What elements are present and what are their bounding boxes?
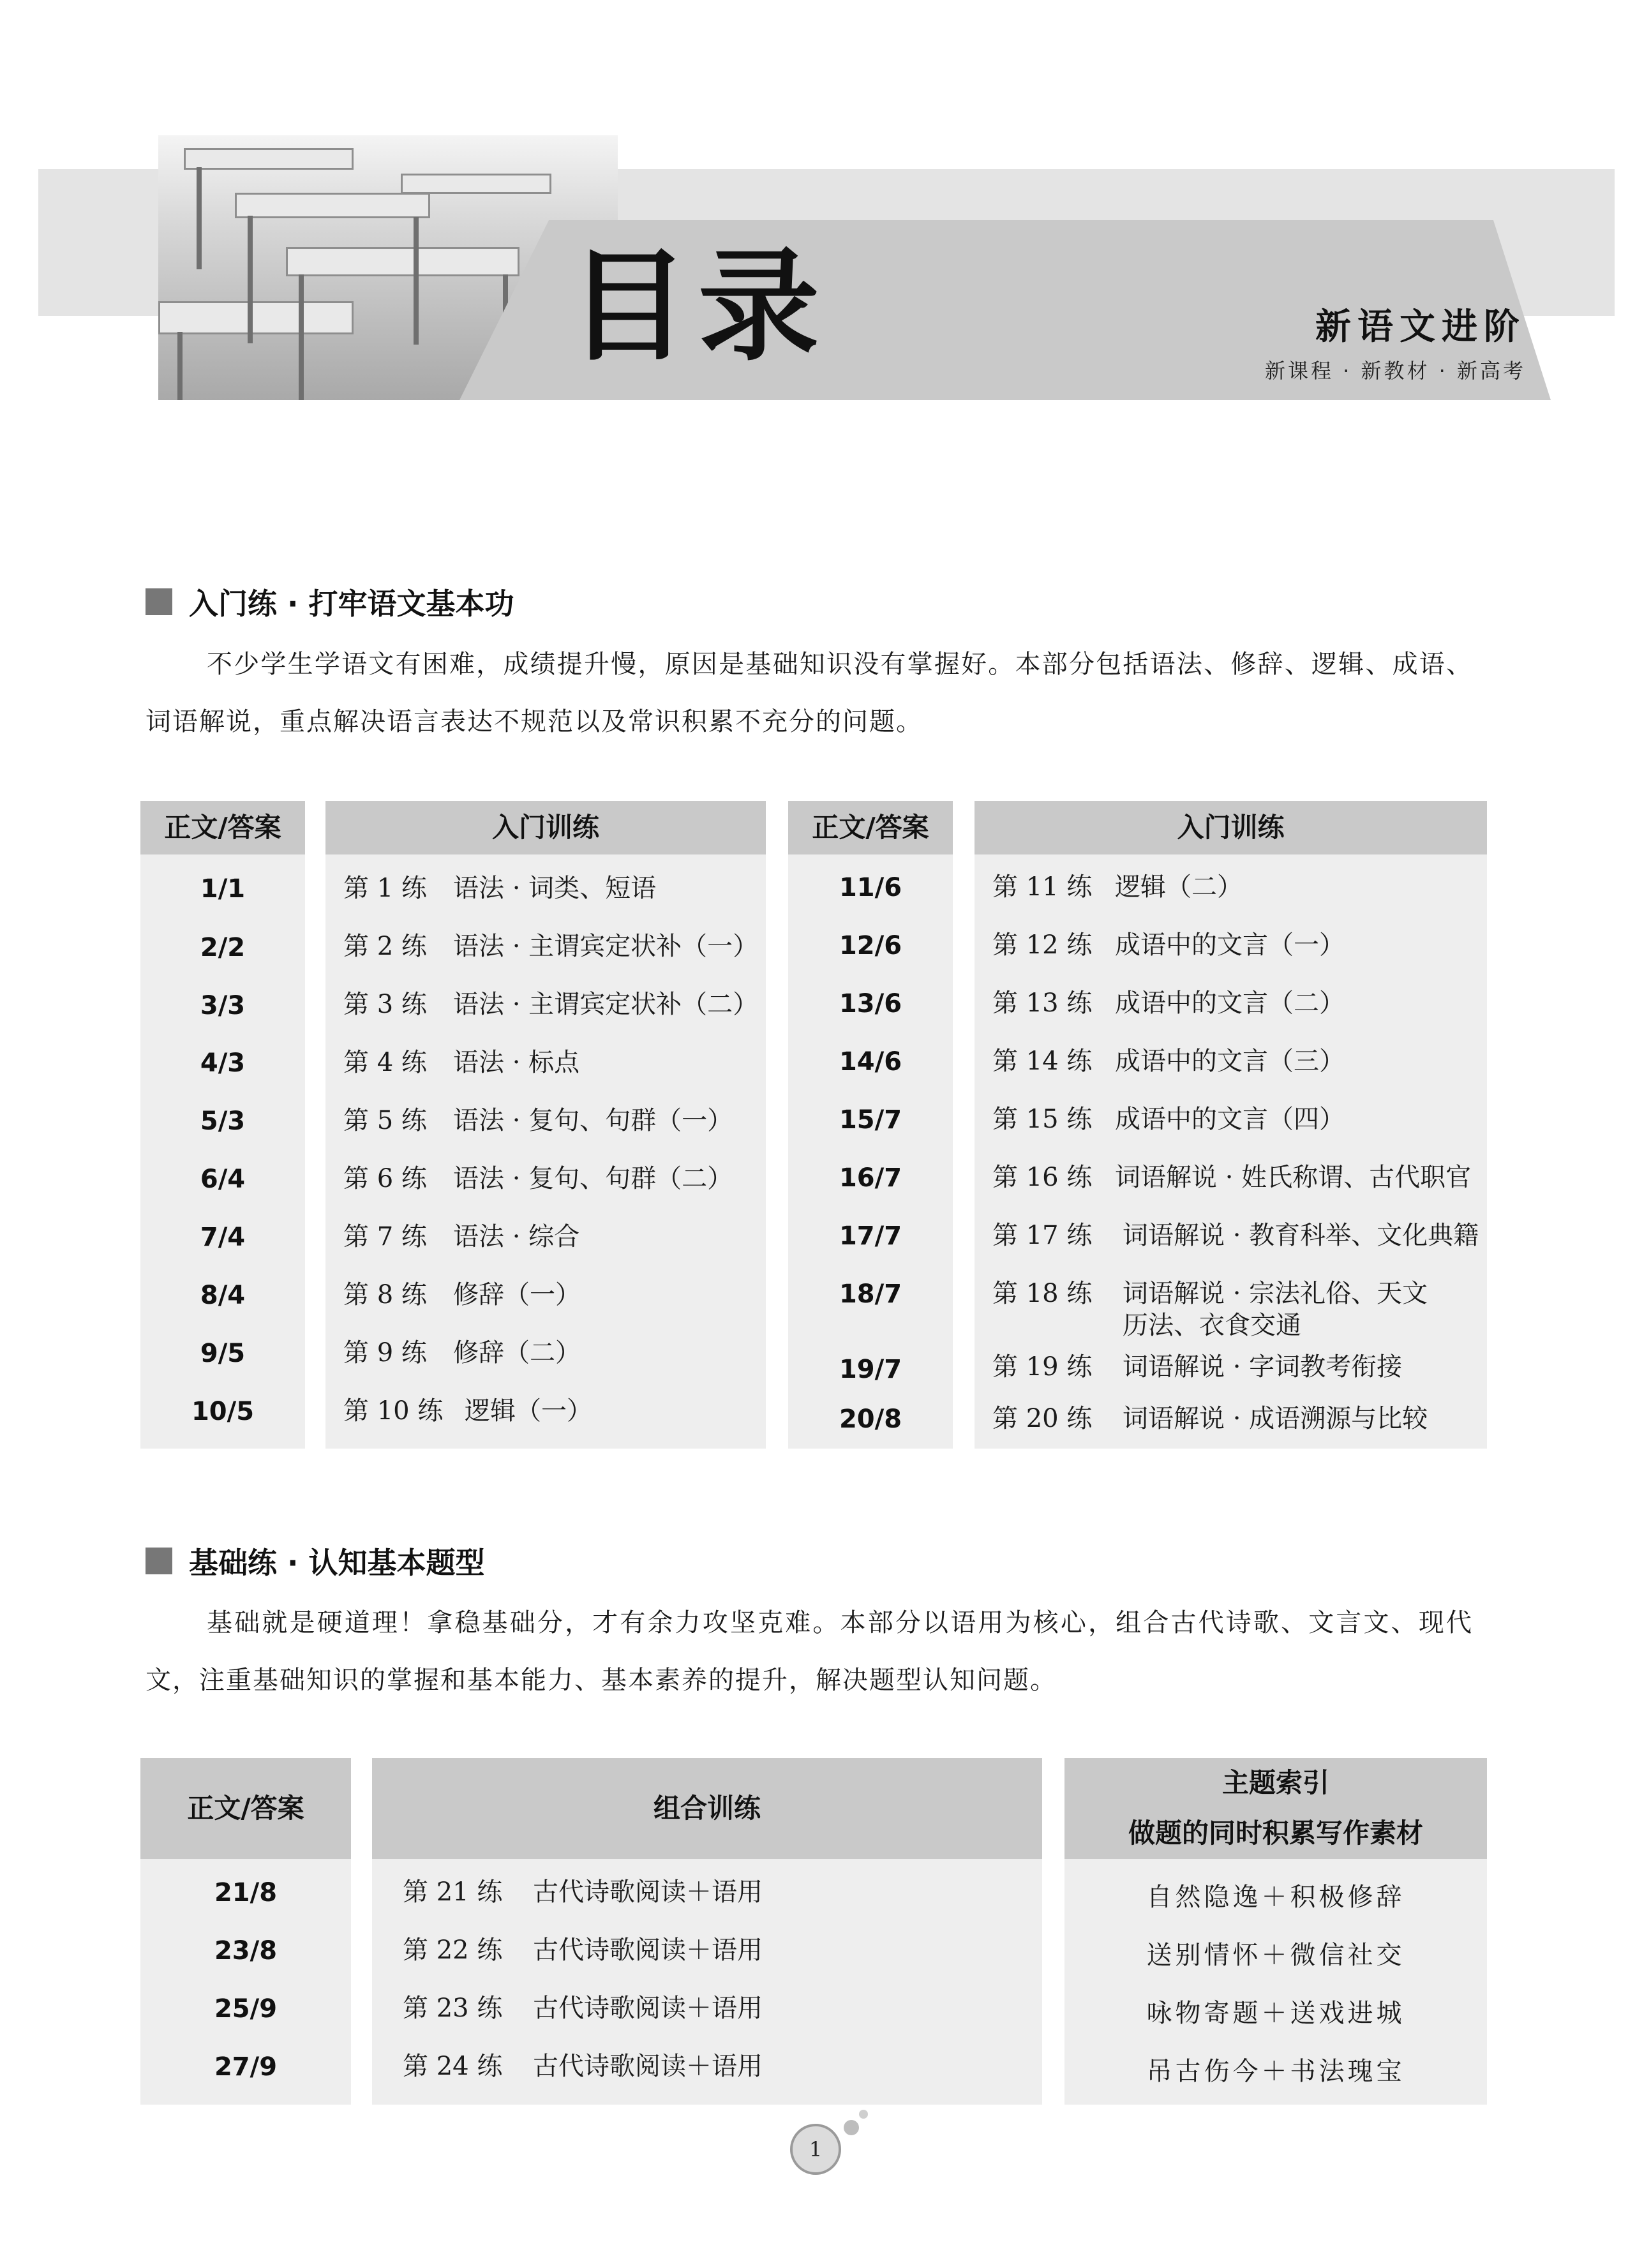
brand-subtitle: 新课程 · 新教材 · 新高考	[1264, 359, 1526, 383]
decorative-dot	[859, 2110, 868, 2119]
page-ref: 12/6	[839, 931, 902, 960]
page-ref: 19/7	[839, 1355, 902, 1384]
toc-table-2-themes	[1064, 1758, 1487, 2105]
column-header-title: 入门训练	[975, 801, 1487, 854]
toc-entry[interactable]: 第 14 练 成语中的文言（三）	[992, 1047, 1345, 1076]
toc-table-1-left-titles	[325, 801, 766, 1449]
column-header-title: 入门训练	[325, 801, 766, 854]
column-header-page: 正文/答案	[140, 1758, 351, 1859]
section-description-2: 基础就是硬道理！拿稳基础分，才有余力攻坚克难。本部分以语用为核心，组合古代诗歌、文言文、现代文，注重基础知识的掌握和基本能力、基本素养的提升，解决题型认知问题。	[146, 1608, 1473, 1695]
page-ref: 10/5	[191, 1397, 255, 1426]
toc-entry[interactable]: 第 21 练 古代诗歌阅读＋语用	[403, 1877, 763, 1907]
brand-name: 新语文进阶	[1315, 306, 1526, 348]
toc-entry[interactable]: 第 17 练 词语解说 · 教育科举、文化典籍	[992, 1221, 1479, 1250]
decorative-dot	[844, 2120, 859, 2135]
page-ref: 7/4	[200, 1223, 246, 1252]
toc-entry[interactable]: 第 24 练 古代诗歌阅读＋语用	[403, 2052, 763, 2081]
page-ref: 2/2	[200, 933, 246, 962]
page-title: 目录	[568, 235, 829, 377]
page-ref: 6/4	[200, 1165, 246, 1194]
toc-entry[interactable]: 第 20 练 词语解说 · 成语溯源与比较	[992, 1404, 1428, 1433]
page-ref: 5/3	[200, 1107, 246, 1136]
section-heading-1: 入门练 · 打牢语文基本功	[146, 581, 514, 623]
column-header-page: 正文/答案	[788, 801, 953, 854]
page-ref: 9/5	[200, 1339, 246, 1368]
theme-entry: 吊古伤今＋书法瑰宝	[1146, 2057, 1405, 2086]
toc-entry[interactable]: 第 3 练 语法 · 主谓宾定状补（二）	[343, 990, 759, 1019]
page-ref: 21/8	[214, 1878, 278, 1907]
toc-entry[interactable]: 第 6 练 语法 · 复句、句群（二）	[343, 1164, 733, 1193]
page-ref: 20/8	[839, 1405, 902, 1434]
toc-entry[interactable]: 第 2 练 语法 · 主谓宾定状补（一）	[343, 932, 759, 961]
toc-table-1-right-pages	[788, 801, 953, 1449]
toc-entry[interactable]: 第 4 练 语法 · 标点	[343, 1048, 580, 1077]
page-ref: 13/6	[839, 989, 902, 1018]
page-ref: 3/3	[200, 991, 246, 1020]
page-ref: 15/7	[839, 1105, 902, 1135]
toc-entry[interactable]: 第 23 练 古代诗歌阅读＋语用	[403, 1994, 763, 2023]
column-header-theme: 主题索引 做题的同时积累写作素材	[1064, 1758, 1487, 1859]
toc-entry[interactable]: 第 22 练 古代诗歌阅读＋语用	[403, 1936, 763, 1965]
section-heading-2: 基础练 · 认知基本题型	[146, 1540, 485, 1582]
toc-entry[interactable]: 第 18 练 词语解说 · 宗法礼俗、天文 历法、衣食交通	[992, 1279, 1428, 1340]
section-description-1: 不少学生学语文有困难，成绩提升慢，原因是基础知识没有掌握好。本部分包括语法、修辞、逻辑、成语、词语解说，重点解决语言表达不规范以及常识积累不充分的问题。	[146, 650, 1473, 736]
toc-entry[interactable]: 第 16 练 词语解说 · 姓氏称谓、古代职官	[992, 1163, 1472, 1192]
theme-entry: 送别情怀＋微信社交	[1146, 1941, 1405, 1970]
page-ref: 16/7	[839, 1163, 902, 1193]
toc-entry[interactable]: 第 12 练 成语中的文言（一）	[992, 930, 1345, 960]
toc-table-2-titles	[372, 1758, 1042, 2105]
toc-table-1-right-titles	[975, 801, 1487, 1449]
toc-entry[interactable]: 第 13 练 成语中的文言（二）	[992, 989, 1345, 1018]
toc-entry[interactable]: 第 19 练 词语解说 · 字词教考衔接	[992, 1352, 1403, 1382]
theme-entry: 咏物寄题＋送戏进城	[1146, 1999, 1405, 2028]
page-ref: 8/4	[200, 1281, 246, 1310]
toc-entry[interactable]: 第 5 练 语法 · 复句、句群（一）	[343, 1106, 733, 1135]
square-bullet-icon	[146, 1548, 172, 1574]
page-ref: 17/7	[839, 1221, 902, 1251]
toc-entry[interactable]: 第 11 练 逻辑（二）	[992, 872, 1243, 902]
theme-entry: 自然隐逸＋积极修辞	[1146, 1883, 1405, 1912]
toc-entry[interactable]: 第 7 练 语法 · 综合	[343, 1222, 580, 1251]
toc-table-2-pages	[140, 1758, 351, 2105]
page-ref: 4/3	[200, 1048, 246, 1078]
page-ref: 14/6	[839, 1047, 902, 1077]
page-ref: 11/6	[839, 873, 902, 902]
toc-table-1-left-pages	[140, 801, 305, 1449]
toc-entry[interactable]: 第 1 练 语法 · 词类、短语	[343, 874, 657, 903]
toc-entry[interactable]: 第 10 练 逻辑（一）	[343, 1396, 592, 1426]
page-ref: 23/8	[214, 1936, 278, 1966]
square-bullet-icon	[146, 588, 172, 615]
toc-entry[interactable]: 第 15 练 成语中的文言（四）	[992, 1105, 1345, 1134]
column-header-title: 组合训练	[372, 1758, 1042, 1859]
page-ref: 18/7	[839, 1279, 902, 1309]
column-header-page: 正文/答案	[140, 801, 305, 854]
page-ref: 1/1	[200, 874, 246, 904]
toc-entry[interactable]: 第 9 练 修辞（二）	[343, 1338, 581, 1368]
toc-entry[interactable]: 第 8 练 修辞（一）	[343, 1280, 581, 1309]
page-number: 1	[790, 2124, 841, 2175]
page-ref: 27/9	[214, 2052, 278, 2082]
page-ref: 25/9	[214, 1994, 278, 2024]
